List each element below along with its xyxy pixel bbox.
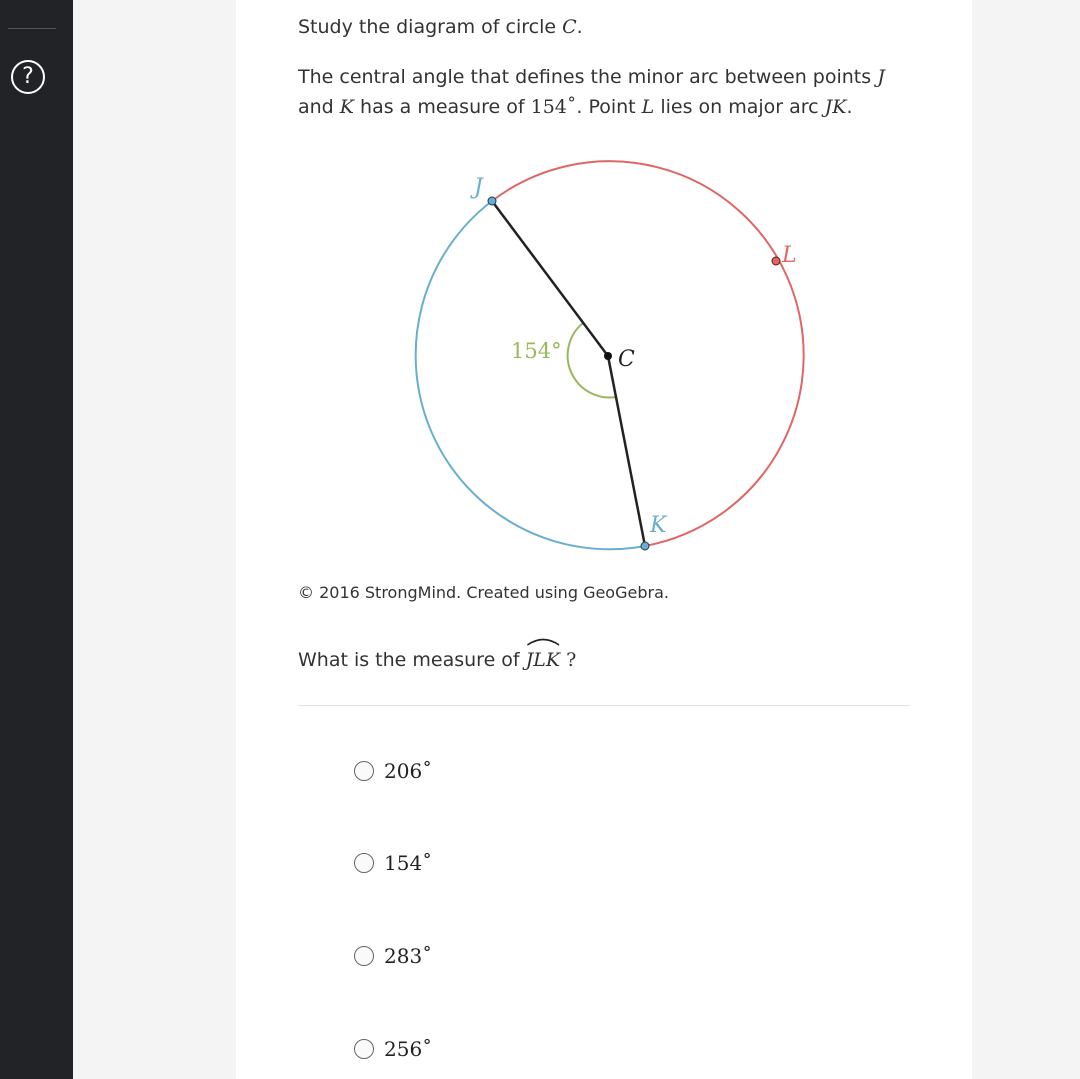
point-l bbox=[772, 257, 780, 265]
sidebar bbox=[0, 0, 73, 1079]
choice-label: 256˚ bbox=[384, 1037, 433, 1061]
point-k bbox=[641, 542, 649, 550]
radio-button[interactable] bbox=[354, 1039, 374, 1059]
credit-text: © 2016 StrongMind. Created using GeoGebra. bbox=[298, 583, 669, 602]
radius-cj bbox=[492, 201, 608, 356]
radio-button[interactable] bbox=[354, 761, 374, 781]
label-j: J bbox=[474, 175, 483, 200]
intro-text: Study the diagram of circle C. bbox=[298, 16, 583, 38]
choice-154[interactable] bbox=[354, 848, 432, 878]
point-j bbox=[488, 197, 496, 205]
question-text: What is the measure of JLK ? bbox=[298, 640, 576, 680]
radio-button[interactable] bbox=[354, 946, 374, 966]
choice-label: 283˚ bbox=[384, 944, 433, 968]
description-line-2: and K has a measure of 154˚. Point L lies on major arc JK. bbox=[298, 96, 853, 118]
choice-206[interactable] bbox=[354, 756, 432, 786]
label-k: K bbox=[650, 513, 667, 538]
question-divider bbox=[298, 705, 910, 706]
choice-label: 154˚ bbox=[384, 851, 433, 875]
label-c: C bbox=[618, 347, 635, 372]
angle-label: 154° bbox=[511, 339, 562, 363]
sidebar-divider bbox=[8, 28, 56, 29]
help-icon[interactable]: ? bbox=[11, 60, 45, 94]
radio-button[interactable] bbox=[354, 853, 374, 873]
choice-label: 206˚ bbox=[384, 759, 433, 783]
question-card bbox=[236, 0, 972, 1079]
circle-diagram bbox=[298, 150, 858, 570]
radius-ck bbox=[608, 356, 645, 546]
point-c bbox=[604, 352, 612, 360]
description-line-1: The central angle that defines the minor arc between points J bbox=[298, 66, 885, 88]
choice-256[interactable] bbox=[354, 1034, 432, 1064]
choice-283[interactable] bbox=[354, 941, 432, 971]
label-l: L bbox=[782, 243, 797, 268]
arc-jlk-notation: JLK bbox=[526, 640, 560, 680]
